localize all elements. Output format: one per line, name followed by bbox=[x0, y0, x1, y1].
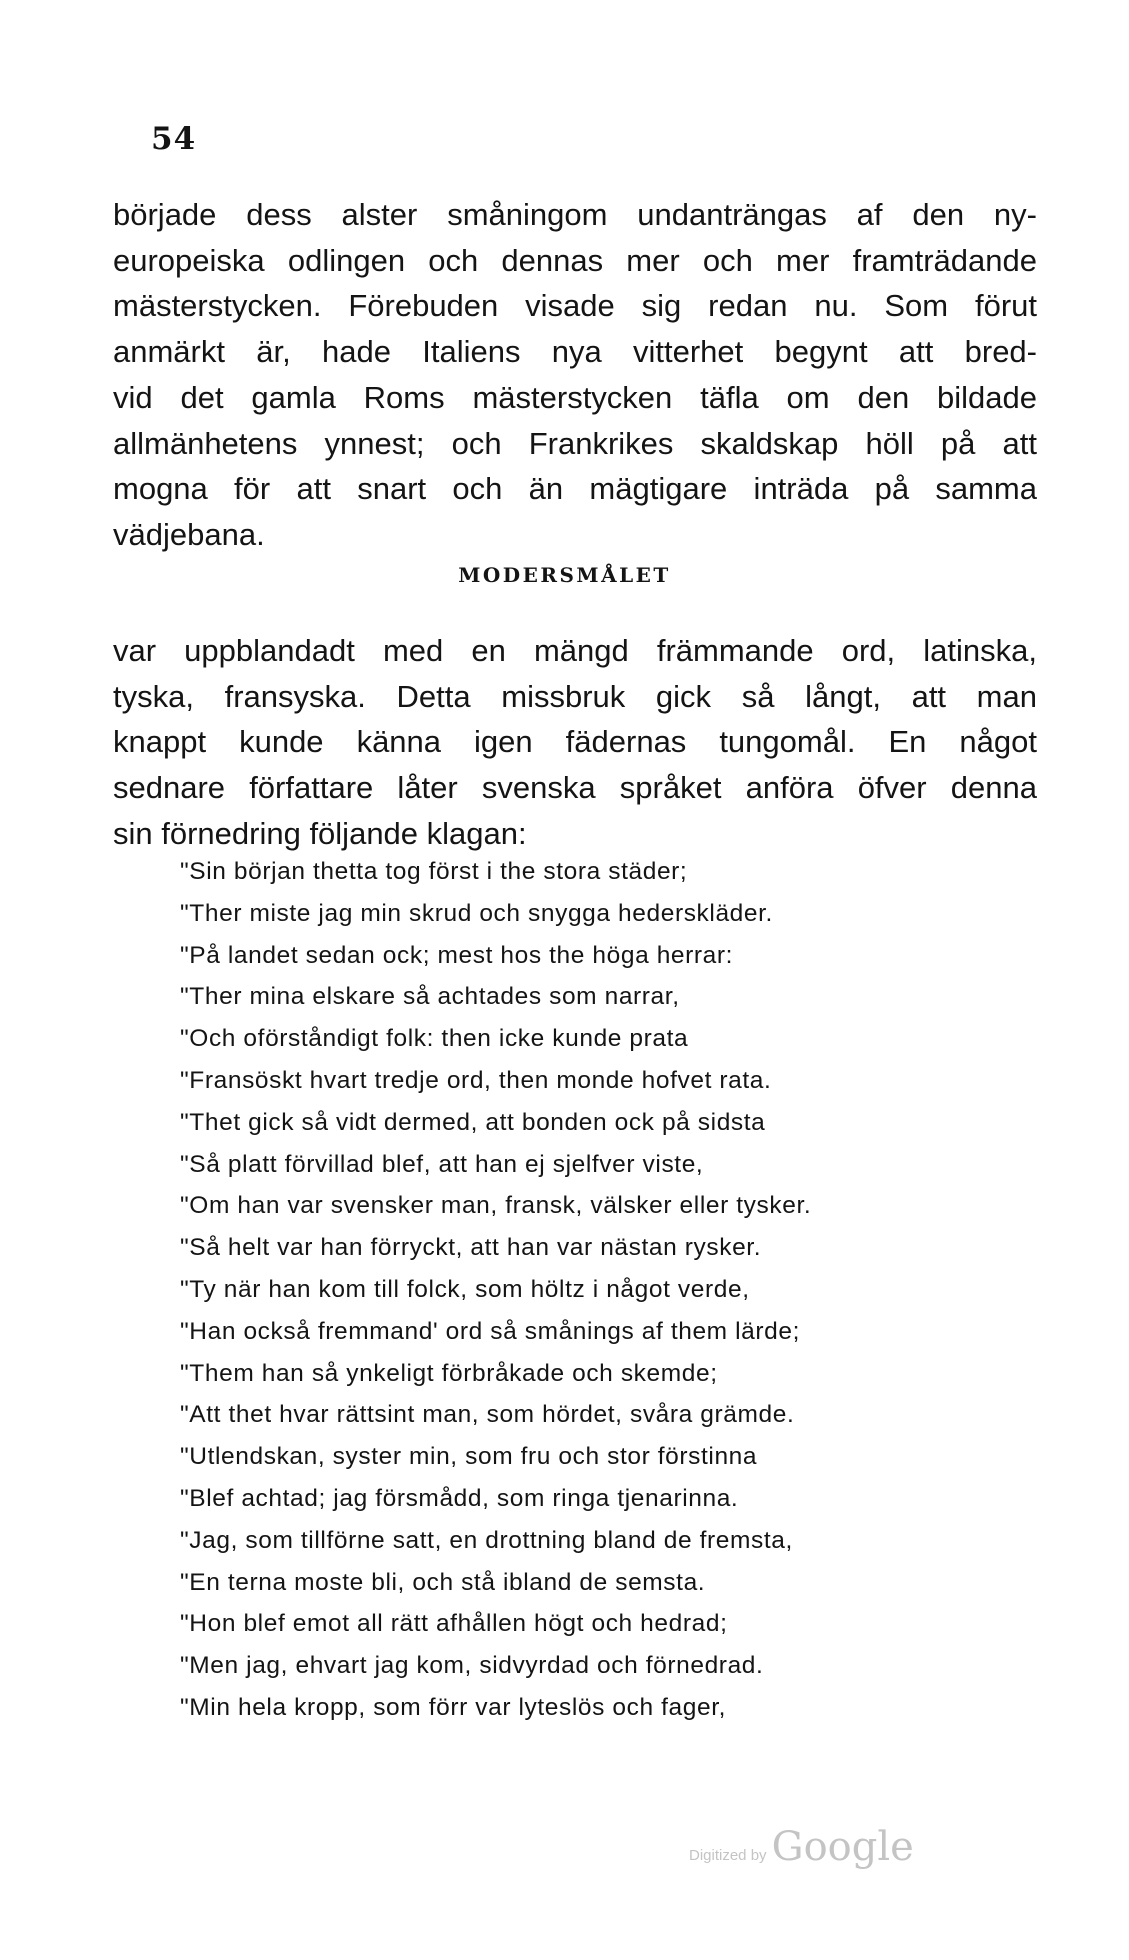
poem-line: "Thet gick så vidt dermed, att bonden ock på sidsta bbox=[180, 1108, 766, 1136]
poem-line: "Ther mina elskare så achtades som narrar, bbox=[180, 983, 680, 1011]
poem-line: "Och oförståndigt folk: then icke kunde prata bbox=[180, 1025, 689, 1053]
text-line: sednare författare låter svenska språket anföra öfver denna bbox=[113, 770, 1037, 806]
text-line: mogna för att snart och än mägtigare inträda på samma bbox=[113, 471, 1037, 507]
text-line: anmärkt är, hade Italiens nya vitterhet begynt att bred- bbox=[113, 334, 1037, 370]
poem-line: "Ther miste jag min skrud och snygga hederskläder. bbox=[180, 899, 773, 927]
text-line: europeiska odlingen och dennas mer och mer framträdande bbox=[113, 242, 1037, 278]
digitized-watermark bbox=[689, 1824, 914, 1870]
poem-line: "Min hela kropp, som förr var lyteslös och fager, bbox=[180, 1693, 727, 1721]
poem-line: "Fransöskt hvart tredje ord, then monde hofvet rata. bbox=[180, 1066, 772, 1094]
poem-line: "Hon blef emot all rätt afhållen högt och hedrad; bbox=[180, 1610, 728, 1638]
watermark-prefix: Digitized by bbox=[689, 1847, 767, 1864]
text-line: mästerstycken. Förebuden visade sig redan nu. Som förut bbox=[113, 288, 1037, 324]
poem-line: "Utlendskan, syster min, som fru och stor förstinna bbox=[180, 1443, 758, 1471]
section-heading: MODERSMÅLET bbox=[458, 563, 671, 587]
text-line: knappt kunde känna igen fädernas tungomål. En något bbox=[113, 724, 1037, 760]
poem-line: "Ty när han kom till folck, som höltz i något verde, bbox=[180, 1275, 750, 1303]
text-line: vädjebana. bbox=[113, 516, 265, 552]
text-line: vid det gamla Roms mästerstycken täfla om den bildade bbox=[113, 379, 1037, 415]
poem-line: "På landet sedan ock; mest hos the höga herrar: bbox=[180, 941, 734, 969]
poem-line: "Them han så ynkeligt förbråkade och skemde; bbox=[180, 1359, 718, 1387]
google-logo: Google bbox=[771, 1824, 914, 1870]
text-line: började dess alster småningom undanträngas af den ny- bbox=[113, 197, 1037, 232]
mother-tongue-paragraph bbox=[113, 628, 1037, 857]
poem-line: "Så helt var han förryckt, att han var nästan rysker. bbox=[180, 1234, 762, 1262]
text-line: var uppblandadt med en mängd främmande ord, latinska, bbox=[113, 633, 1037, 668]
poem-line: "Så platt förvillad blef, att han ej sjelfver viste, bbox=[180, 1150, 704, 1178]
poem-line: "Han också fremmand' ord så smånings af them lärde; bbox=[180, 1317, 800, 1345]
poem-line: "Om han var svensker man, fransk, välsker eller tysker. bbox=[180, 1192, 812, 1220]
intro-paragraph bbox=[113, 192, 1037, 558]
page-number: 54 bbox=[151, 121, 197, 157]
poem-line: "En terna moste bli, och stå ibland de semsta. bbox=[180, 1568, 706, 1596]
poem-line: "Att thet hvar rättsint man, som hördet, svåra grämde. bbox=[180, 1401, 795, 1429]
poem-quotation bbox=[180, 851, 811, 1729]
poem-line: "Men jag, ehvart jag kom, sidvyrdad och förnedrad. bbox=[180, 1652, 764, 1680]
poem-line: "Sin början thetta tog först i the stora städer; bbox=[180, 858, 688, 885]
text-line: tyska, fransyska. Detta missbruk gick så långt, att man bbox=[113, 678, 1037, 714]
text-line: allmänhetens ynnest; och Frankrikes skaldskap höll på att bbox=[113, 425, 1037, 461]
poem-line: "Jag, som tillförne satt, en drottning bland de fremsta, bbox=[180, 1526, 793, 1554]
poem-line: "Blef achtad; jag försmådd, som ringa tjenarinna. bbox=[180, 1484, 739, 1512]
text-line: sin förnedring följande klagan: bbox=[113, 815, 527, 851]
